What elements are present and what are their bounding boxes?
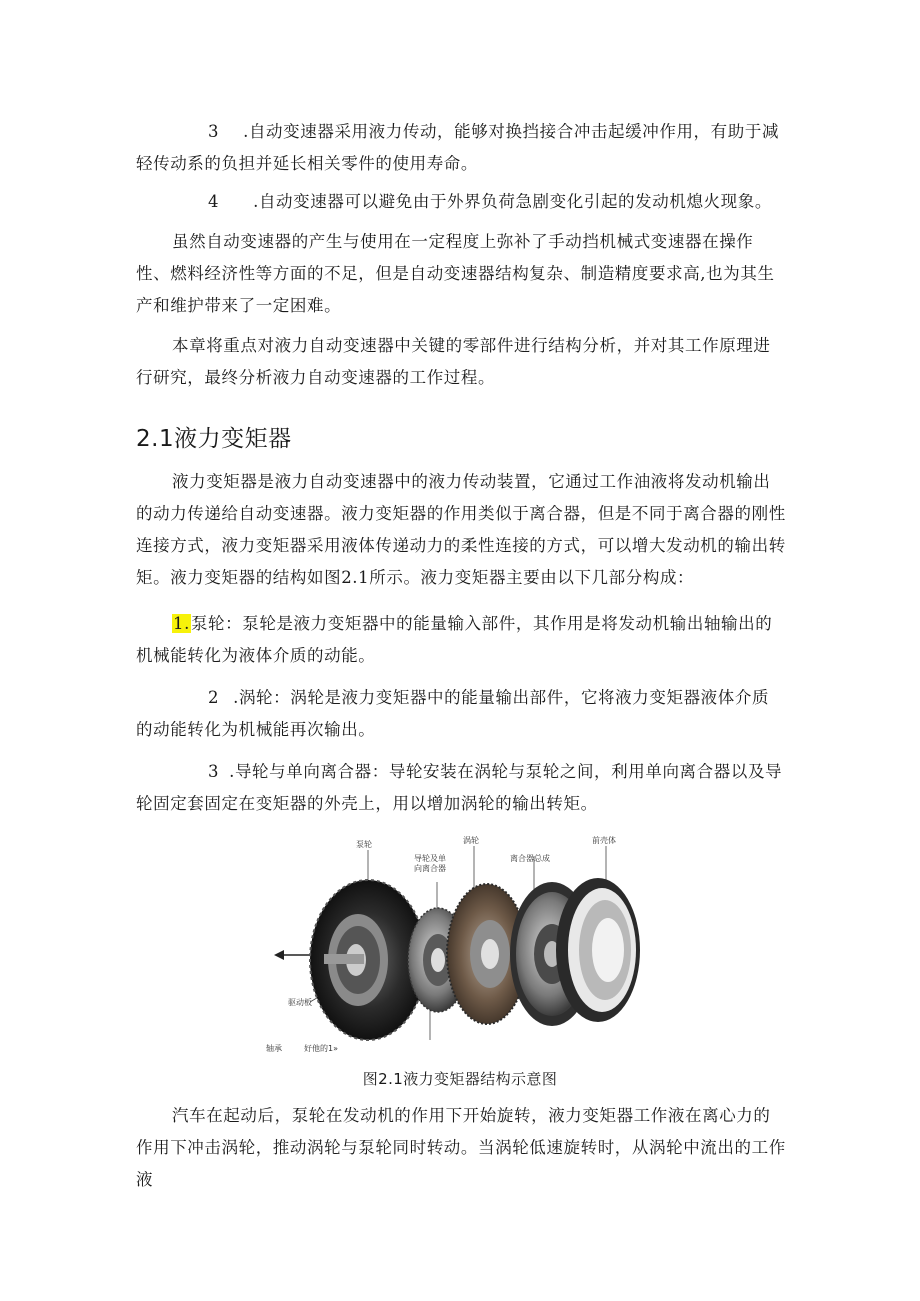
paragraph-turbine <box>136 682 786 746</box>
label-clutch: 离合器总成 <box>510 854 550 863</box>
torque-converter-figure <box>262 832 652 1058</box>
highlighted-item-number: 1. <box>173 614 190 633</box>
exploded-view-illustration <box>262 832 652 1058</box>
paragraph-text: .导轮与单向离合器：导轮安装在涡轮与泵轮之间，利用单向离合器以及导轮固定套固定在变矩器的外壳上，用以增加涡轮的输出转矩。 <box>136 762 783 813</box>
figure-caption: 图2.1液力变矩器结构示意图 <box>362 1070 558 1088</box>
item-number: 3 <box>208 762 220 781</box>
paragraph-text: .自动变速器采用液力传动，能够对换挡接合冲击起缓冲作用，有助于减轻传动系的负担并延长相关零件的使用寿命。 <box>136 122 780 173</box>
paragraph-text: .自动变速器可以避免由于外界负荷急剧变化引起的发动机熄火现象。 <box>253 192 772 211</box>
item-number: 2 <box>208 688 220 707</box>
item-number: 4 <box>208 192 220 211</box>
label-drive-plate: 驱动板 <box>288 998 312 1007</box>
label-stator: 导轮及单 向离合器 <box>414 854 446 873</box>
paragraph-summary: 虽然自动变速器的产生与使用在一定程度上弥补了手动挡机械式变速器在操作性、燃料经济性等方面的不足，但是自动变速器结构复杂、制造精度要求高,也为其生产和维护带来了一定困难。 <box>136 232 775 315</box>
paragraph-advantage-3 <box>136 116 786 180</box>
label-other: 好他的1» <box>304 1044 338 1053</box>
section-heading: 2.1液力变矩器 <box>136 426 292 452</box>
paragraph-text: 泵轮：泵轮是液力变矩器中的能量输入部件，其作用是将发动机输出轴输出的机械能转化为液体介质的动能。 <box>136 614 773 665</box>
paragraph-text: .涡轮：涡轮是液力变矩器中的能量输出部件，它将液力变矩器液体介质的动能转化为机械能再次输出。 <box>136 688 770 739</box>
label-pump: 泵轮 <box>356 840 372 849</box>
label-housing: 前壳体 <box>592 836 616 845</box>
paragraph-chapter-intro: 本章将重点对液力自动变速器中关键的零部件进行结构分析，并对其工作原理进行研究，最终分析液力自动变速器的工作过程。 <box>136 336 771 387</box>
paragraph-torque-converter-intro: 液力变矩器是液力自动变速器中的液力传动装置，它通过工作油液将发动机输出的动力传递给自动变速器。液力变矩器的作用类似于离合器，但是不同于离合器的刚性连接方式，液力变矩器采用液体传递动力的柔性连接的方式，可以增大发动机的输出转矩。液力变矩器的结构如图2.1所示。液力变矩器主要由以下几部分构成： <box>136 472 786 587</box>
paragraph-stator <box>136 756 786 820</box>
paragraph-advantage-4 <box>136 186 786 218</box>
label-bearing: 轴承 <box>266 1044 282 1053</box>
label-turbine: 涡轮 <box>463 836 479 845</box>
item-number: 3 <box>208 122 220 141</box>
paragraph-pump <box>136 608 786 672</box>
paragraph-working-process: 汽车在起动后，泵轮在发动机的作用下开始旋转，液力变矩器工作液在离心力的作用下冲击涡轮，推动涡轮与泵轮同时转动。当涡轮低速旋转时，从涡轮中流出的工作液 <box>136 1106 786 1189</box>
